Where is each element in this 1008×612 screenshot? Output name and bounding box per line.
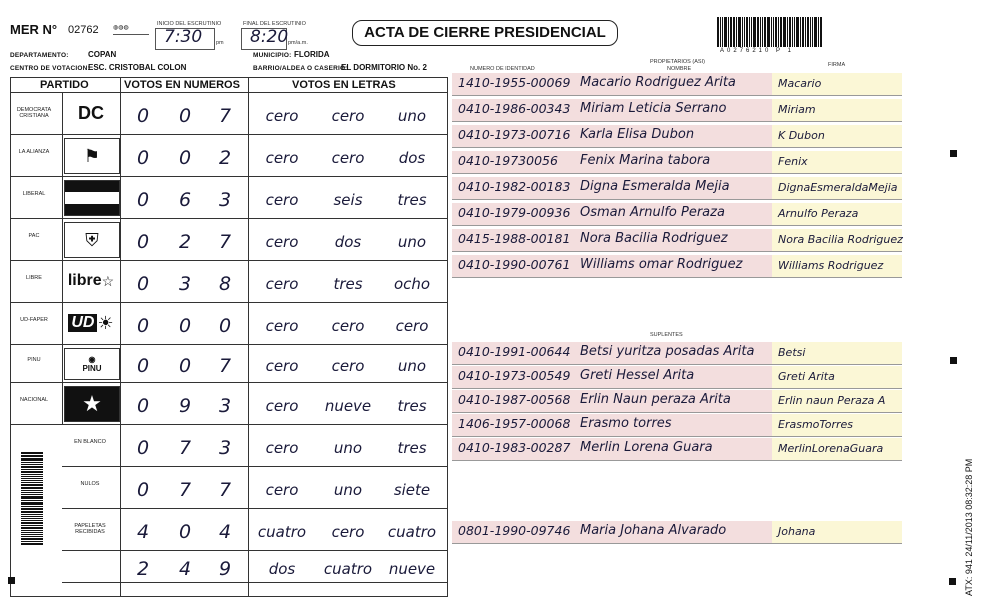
vote-word: dos [334, 233, 362, 251]
vote-digit: 2 [178, 231, 192, 253]
vote-word: nueve [324, 397, 372, 415]
vote-digit: 0 [136, 437, 150, 459]
col-nombre: NOMBRE [667, 66, 692, 72]
vote-word: uno [333, 439, 363, 457]
pac-shield-logo-icon: ⛨ [64, 222, 120, 258]
dc-logo-icon: DC [78, 102, 104, 123]
vote-digit: 7 [218, 355, 232, 377]
party-label: PAPELETAS RECIBIDAS [74, 523, 106, 535]
inicio-label: INICIO DEL ESCRUTINIO [157, 21, 222, 27]
barcode-left [21, 452, 43, 546]
vote-digit: 0 [178, 521, 192, 543]
inicio-value: 7:30 [164, 27, 203, 47]
vote-word: cero [331, 523, 365, 541]
vote-word: tres [333, 275, 363, 293]
signature: Greti Arita [778, 370, 835, 383]
vote-word: uno [397, 233, 427, 251]
signature: K Dubon [778, 129, 825, 142]
col-numeros: VOTOS EN NUMEROS [124, 79, 240, 91]
vote-word: cero [265, 233, 299, 251]
identity-number: 0410-19730056 [458, 153, 558, 168]
barrio-label: BARRIO/ALDEA O CASERIO: [253, 65, 348, 72]
member-name: Macario Rodriguez Arita [580, 75, 736, 90]
barcode-number: A0276210 P 1 [720, 48, 794, 54]
pinu-logo-icon: ◉ PINU [64, 348, 120, 380]
inicio-unit: pm [216, 40, 224, 46]
signature: ErasmoTorres [778, 418, 854, 431]
col-partido: PARTIDO [40, 79, 89, 91]
final-box [241, 28, 287, 50]
party-label: LA ALIANZA [18, 149, 50, 155]
signature: Johana [778, 525, 816, 538]
vote-digit: 4 [136, 521, 150, 543]
vote-word: cuatro [387, 523, 437, 541]
identity-number: 0415-1988-00181 [458, 231, 571, 246]
inicio-box [155, 28, 215, 50]
vote-digit: 0 [178, 355, 192, 377]
party-label: PINU [27, 357, 41, 363]
vote-word: dos [398, 149, 426, 167]
vote-word: cero [331, 107, 365, 125]
member-name: Greti Hessel Arita [580, 368, 695, 383]
signature: Betsi [778, 346, 806, 359]
vote-digit: 0 [178, 105, 192, 127]
signature: Williams Rodriguez [778, 259, 884, 272]
vote-word: nueve [388, 560, 436, 578]
signature: DignaEsmeraldaMejia [778, 181, 898, 194]
party-label: PAC [28, 233, 40, 239]
signature: Arnulfo Peraza [778, 207, 859, 220]
vote-word: tres [397, 191, 427, 209]
party-label: NULOS [80, 481, 100, 487]
signature: Nora Bacilia Rodriguez [778, 233, 903, 246]
star-logo-icon: ★ [64, 386, 120, 422]
libre-logo-icon: libre ☆ [67, 272, 115, 289]
signature: Erlin naun Peraza A [778, 394, 886, 407]
vote-word: cuatro [323, 560, 373, 578]
vote-digit: 9 [178, 395, 192, 417]
vote-digit: 0 [136, 273, 150, 295]
barrio-value: EL DORMITORIO No. 2 [341, 63, 427, 72]
document-title: ACTA DE CIERRE PRESIDENCIAL [352, 20, 618, 46]
vote-digit: 0 [136, 315, 150, 337]
vote-digit: 0 [136, 395, 150, 417]
vote-digit: 3 [218, 189, 232, 211]
vote-word: cuatro [257, 523, 307, 541]
liberal-flag-logo-icon [64, 180, 120, 216]
member-name: Nora Bacilia Rodriguez [580, 231, 728, 246]
vote-digit: 8 [218, 273, 232, 295]
party-label: LIBERAL [22, 191, 46, 197]
alianza-flag-logo-icon: ⚑ [64, 138, 120, 174]
vote-word: cero [265, 107, 299, 125]
member-name: Williams omar Rodriguez [580, 257, 743, 272]
vote-digit: 4 [218, 521, 232, 543]
col-identidad: NUMERO DE IDENTIDAD [470, 66, 535, 72]
final-label: FINAL DEL ESCRUTINIO [243, 21, 306, 27]
signature: Miriam [778, 103, 816, 116]
centro-label: CENTRO DE VOTACION: [10, 65, 90, 72]
departamento-value: COPAN [88, 50, 117, 59]
vote-word: cero [395, 317, 429, 335]
identity-number: 0410-1973-00549 [458, 368, 571, 383]
barcode-top [717, 17, 823, 47]
col-letras: VOTOS EN LETRAS [292, 79, 396, 91]
member-name: Maria Johana Alvarado [580, 523, 727, 538]
suplentes-label: SUPLENTES [650, 332, 683, 338]
signature: Fenix [778, 155, 808, 168]
vote-word: cero [265, 149, 299, 167]
vote-word: cero [265, 357, 299, 375]
member-name: Merlin Lorena Guara [580, 440, 713, 455]
ud-logo-icon: UD ☀ [64, 306, 118, 340]
vote-word: cero [265, 439, 299, 457]
mer-number: 02762 [68, 24, 99, 36]
identity-number: 0410-1983-00287 [458, 440, 571, 455]
vote-word: siete [393, 481, 431, 499]
col-propietarios: PROPIETARIOS (ASI) [650, 59, 705, 65]
vote-digit: 2 [218, 147, 232, 169]
vote-word: cero [331, 317, 365, 335]
vote-word: cero [331, 149, 365, 167]
vote-digit: 0 [136, 189, 150, 211]
signature: MerlinLorenaGuara [778, 442, 884, 455]
vote-word: seis [333, 191, 363, 209]
vote-digit: 0 [136, 355, 150, 377]
party-label: DEMOCRATA CRISTIANA [16, 107, 52, 119]
vote-digit: 7 [178, 479, 192, 501]
vote-digit: 9 [218, 558, 232, 580]
vote-digit: 0 [136, 231, 150, 253]
identity-number: 0410-1990-00761 [458, 257, 571, 272]
vote-word: uno [333, 481, 363, 499]
member-name: Digna Esmeralda Mejia [580, 179, 730, 194]
side-stamp: ATX: 941 24/11/2013 08:32:28 PM [964, 458, 974, 596]
member-name: Osman Arnulfo Peraza [580, 205, 725, 220]
vote-digit: 0 [136, 147, 150, 169]
member-name: Fenix Marina tabora [580, 153, 711, 168]
member-name: Erlin Naun peraza Arita [580, 392, 731, 407]
member-name: Betsi yuritza posadas Arita [580, 344, 755, 359]
vote-digit: 0 [136, 105, 150, 127]
registration-mark [950, 150, 957, 157]
vote-word: cero [265, 481, 299, 499]
vote-word: cero [265, 191, 299, 209]
departamento-label: DEPARTAMENTO: [10, 52, 69, 59]
vote-digit: 7 [218, 479, 232, 501]
identity-number: 0801-1990-09746 [458, 523, 571, 538]
vote-digit: 0 [178, 147, 192, 169]
final-unit: pm/a.m. [288, 40, 308, 46]
votes-table [10, 77, 448, 597]
vote-word: dos [268, 560, 296, 578]
vote-word: cero [331, 357, 365, 375]
vote-digit: 0 [218, 315, 232, 337]
municipio-value: FLORIDA [294, 50, 330, 59]
party-label: UD-FAPER [20, 317, 48, 323]
vote-digit: 7 [178, 437, 192, 459]
final-value: 8:20 [250, 27, 289, 47]
col-firma: FIRMA [828, 62, 846, 68]
municipio-label: MUNICIPIO: [253, 52, 292, 59]
vote-word: ocho [393, 275, 431, 293]
vote-word: tres [397, 439, 427, 457]
vote-digit: 2 [136, 558, 150, 580]
identity-number: 0410-1982-00183 [458, 179, 571, 194]
vote-digit: 4 [178, 558, 192, 580]
vote-digit: 3 [218, 437, 232, 459]
mer-label: MER N° [10, 22, 58, 37]
vote-digit: 0 [178, 315, 192, 337]
identity-number: 0410-1986-00343 [458, 101, 571, 116]
vote-digit: 3 [178, 273, 192, 295]
member-name: Karla Elisa Dubon [580, 127, 695, 142]
vote-word: cero [265, 317, 299, 335]
registration-mark [949, 578, 956, 585]
identity-number: 1410-1955-00069 [458, 75, 571, 90]
vote-digit: 6 [178, 189, 192, 211]
centro-value: ESC. CRISTOBAL COLON [88, 63, 187, 72]
identity-number: 0410-1973-00716 [458, 127, 571, 142]
party-label: NACIONAL [19, 397, 49, 403]
vote-digit: 7 [218, 231, 232, 253]
vote-word: cero [265, 275, 299, 293]
vote-digit: 3 [218, 395, 232, 417]
registration-mark [8, 577, 15, 584]
identity-number: 0410-1987-00568 [458, 392, 571, 407]
identity-number: 0410-1991-00644 [458, 344, 571, 359]
registration-mark [950, 357, 957, 364]
emblem-icon: ◍◍◍ [113, 24, 149, 35]
vote-word: cero [265, 397, 299, 415]
member-name: Miriam Leticia Serrano [580, 101, 727, 116]
party-label: EN BLANCO [74, 439, 106, 445]
signature: Macario [778, 77, 822, 90]
party-label: LIBRE [26, 275, 42, 281]
vote-digit: 7 [218, 105, 232, 127]
vote-word: uno [397, 357, 427, 375]
vote-word: tres [397, 397, 427, 415]
member-name: Erasmo torres [580, 416, 672, 431]
identity-number: 0410-1979-00936 [458, 205, 571, 220]
vote-digit: 0 [136, 479, 150, 501]
vote-word: uno [397, 107, 427, 125]
identity-number: 1406-1957-00068 [458, 416, 571, 431]
